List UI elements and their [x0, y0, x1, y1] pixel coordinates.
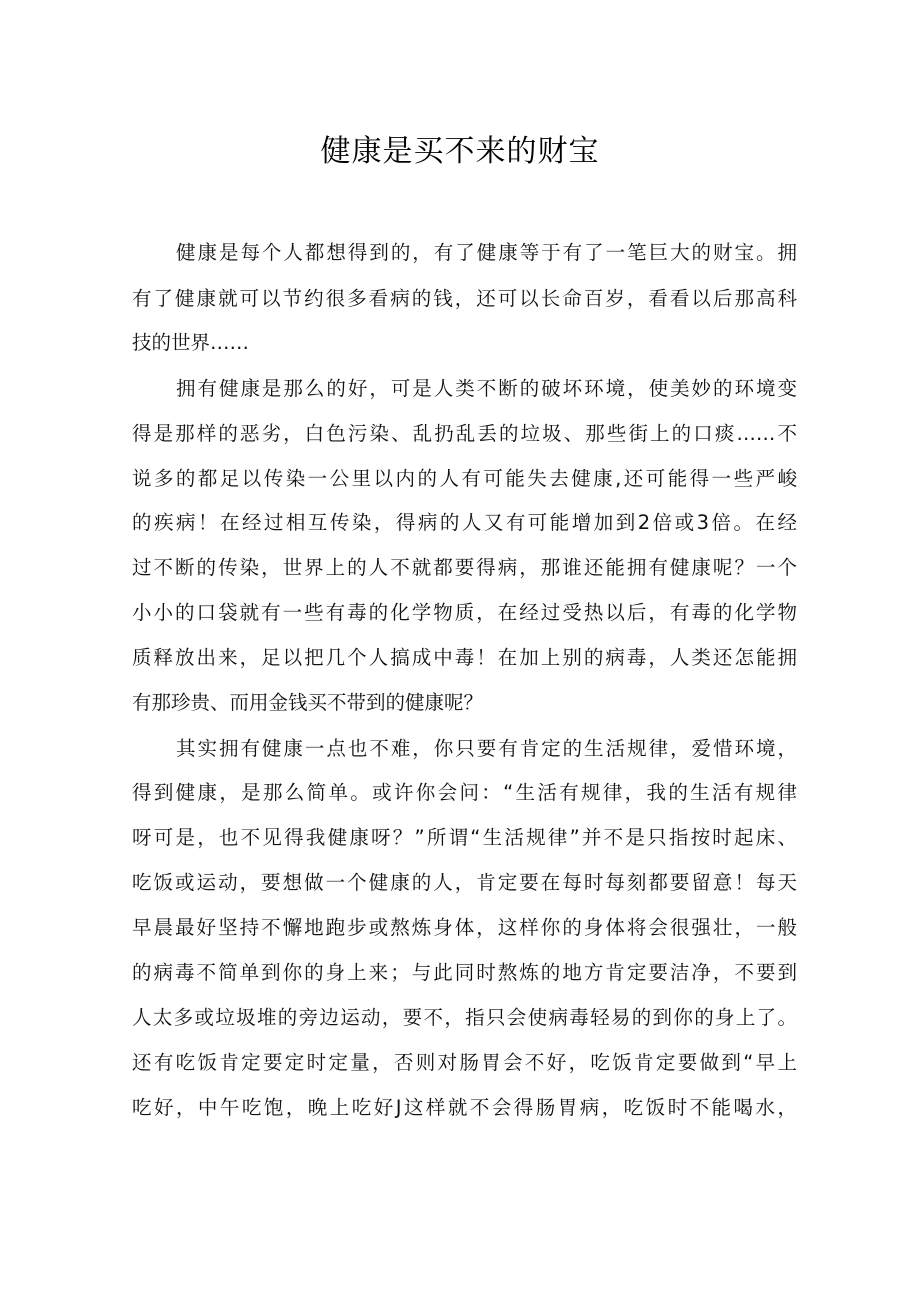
paragraph-line: 拥有健康是那么的好，可是人类不断的破坏环境，使美妙的环境变 — [176, 377, 797, 400]
paragraph-line: 其实拥有健康一点也不难，你只要有肯定的生活规律，爱惜环境， — [176, 737, 797, 760]
paragraph-line: 的病毒不简单到你的身上来；与此同时熬炼的地方肯定要洁净，不要到 — [132, 961, 797, 984]
paragraph-line: 小小的口袋就有一些有毒的化学物质，在经过受热以后，有毒的化学物 — [132, 601, 797, 624]
paragraph-line: 还有吃饭肯定要定时定量，否则对肠胃会不好，吃饭肯定要做到“早上 — [132, 1051, 797, 1074]
paragraph-line: 呀可是，也不见得我健康呀？”所谓“生活规律”并不是只指按时起床、 — [132, 826, 797, 849]
paragraph-line: 的疾病！在经过相互传染，得病的人又有可能增加到2倍或3倍。在经 — [132, 511, 797, 534]
paragraph-line: 过不断的传染，世界上的人不就都要得病，那谁还能拥有健康呢？一个 — [132, 556, 797, 579]
paragraph-line: 得是那样的恶劣，白色污染、乱扔乱丢的垃圾、那些街上的口痰……不 — [132, 422, 797, 445]
paragraph-line: 吃饭或运动，要想做一个健康的人，肯定要在每时每刻都要留意！每天 — [132, 871, 797, 894]
paragraph-line: 得到健康，是那么简单。或许你会问：“生活有规律，我的生活有规律 — [132, 781, 797, 804]
paragraph-line: 健康是每个人都想得到的，有了健康等于有了一笔巨大的财宝。拥 — [176, 241, 797, 264]
paragraph-line: 有了健康就可以节约很多看病的钱，还可以长命百岁，看看以后那高科 — [132, 287, 797, 310]
document-title: 健康是买不来的财宝 — [320, 134, 600, 169]
paragraph-line: 早晨最好坚持不懈地跑步或熬炼身体，这样你的身体将会很强壮，一般 — [132, 916, 797, 939]
paragraph-line: 人太多或垃圾堆的旁边运动，要不，指只会使病毒轻易的到你的身上了。 — [132, 1006, 797, 1029]
paragraph-line: 技的世界…… — [132, 331, 250, 354]
paragraph-line: 吃好，中午吃饱，晚上吃好J这样就不会得肠胃病，吃饭时不能喝水， — [132, 1096, 797, 1119]
paragraph-line: 质释放出来，足以把几个人搞成中毒！在加上别的病毒，人类还怎能拥 — [132, 646, 797, 669]
paragraph-line: 说多的都足以传染一公里以内的人有可能失去健康,还可能得一些严峻 — [132, 467, 797, 490]
paragraph-line: 有那珍贵、而用金钱买不带到的健康呢？ — [132, 691, 484, 714]
